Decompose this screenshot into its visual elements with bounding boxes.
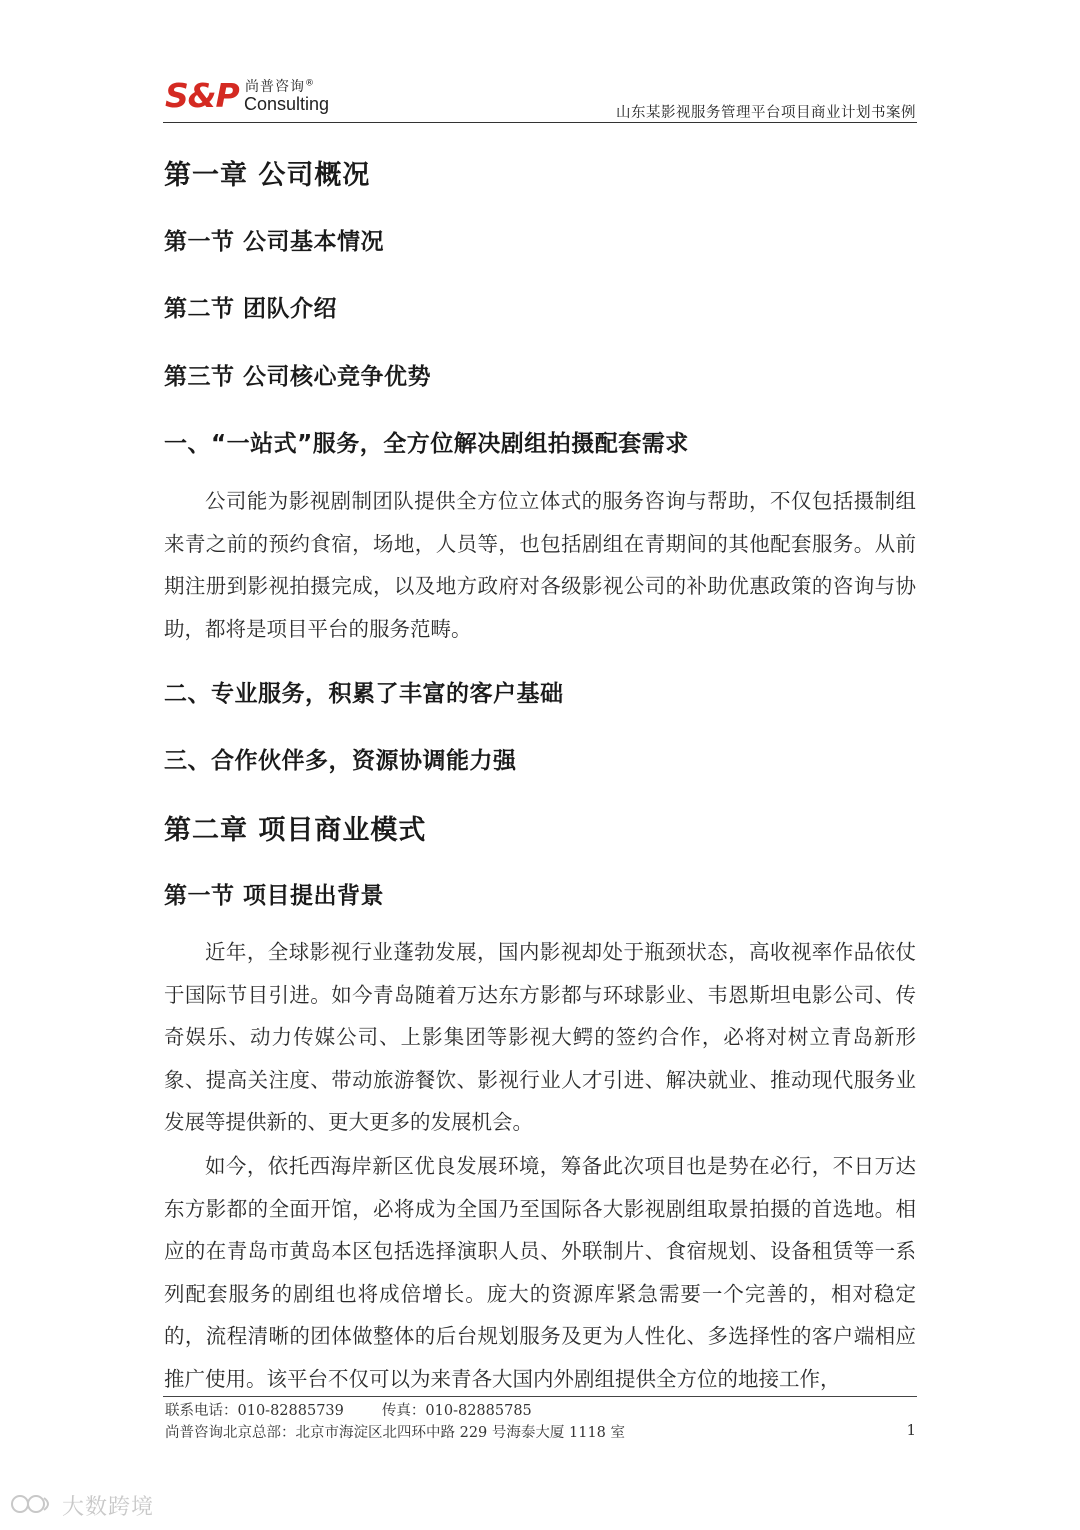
background-paragraph-2: 如今，依托西海岸新区优良发展环境，筹备此次项目也是势在必行，不日万达东方影都的全面开馆，必将成为全国乃至国际各大影视剧组取景拍摄的首选地。相应的在青岛市黄岛本区包括选择演职人员、外联制片、食宿规划、设备租赁等一系列配套服务的剧组也将成倍增长。庞大的资源库紧急需要一个完善的，相对稳定的，流程清晰的团体做整体的后台规划服务及更为人性化、多选择性的客户端相应推广使用。该平台不仅可以为来青各大国内外剧组提供全方位的地接工作， — [164, 1154, 916, 1391]
footer-phone: 联系电话：010-82885739 — [165, 1403, 344, 1419]
advantage-1-heading: 一、“一站式”服务，全方位解决剧组拍摄配套需求 — [164, 431, 689, 457]
logo-english-name: Consulting — [244, 94, 330, 114]
section-1-3-heading: 第三节 公司核心竞争优势 — [164, 364, 432, 390]
chapter-2-heading: 第二章 项目商业模式 — [164, 815, 427, 846]
chapter-1-heading: 第一章 公司概况 — [164, 160, 371, 191]
background-paragraph-1: 近年，全球影视行业蓬勃发展，国内影视却处于瓶颈状态，高收视率作品依仗于国际节目引进。如今青岛随着万达东方影都与环球影业、韦恩斯坦电影公司、传奇娱乐、动力传媒公司、上影集团等影视大鳄的签约合作，必将对树立青岛新形象、提高关注度、带动旅游餐饮、影视行业人才引进、解决就业、推动现代服务业发展等提供新的、更大更多的发展机会。 — [164, 940, 916, 1135]
watermark-text: 大数跨境 — [62, 1495, 155, 1520]
header-divider — [163, 122, 917, 123]
platform-logo-icon — [10, 1489, 56, 1519]
registered-mark: ® — [305, 78, 315, 89]
footer-contact-line — [165, 1399, 532, 1420]
logo-mark: S&P — [165, 76, 239, 115]
advantage-3-heading: 三、合作伙伴多，资源协调能力强 — [164, 748, 517, 774]
footer-address: 尚普咨询北京总部：北京市海淀区北四环中路 229 号海泰大厦 1118 室 — [165, 1425, 626, 1441]
footer-divider — [163, 1396, 917, 1397]
section-2-1-heading: 第一节 项目提出背景 — [164, 883, 385, 909]
section-1-1-heading: 第一节 公司基本情况 — [164, 229, 385, 255]
footer-fax: 传真：010-82885785 — [381, 1403, 532, 1419]
advantage-2-heading: 二、专业服务，积累了丰富的客户基础 — [164, 681, 564, 707]
section-1-2-heading: 第二节 团队介绍 — [164, 296, 338, 322]
logo-chinese-name: 尚普咨询® — [245, 78, 315, 95]
document-header-title: 山东某影视服务管理平台项目商业计划书案例 — [616, 105, 916, 121]
advantage-1-paragraph: 公司能为影视剧制团队提供全方位立体式的服务咨询与帮助，不仅包括摄制组来青之前的预约食宿，场地，人员等，也包括剧组在青期间的其他配套服务。从前期注册到影视拍摄完成，以及地方政府对各级影视公司的补助优惠政策的咨询与协助，都将是项目平台的服务范畴。 — [164, 489, 916, 641]
company-logo — [165, 76, 335, 116]
page-number: 1 — [906, 1421, 916, 1439]
